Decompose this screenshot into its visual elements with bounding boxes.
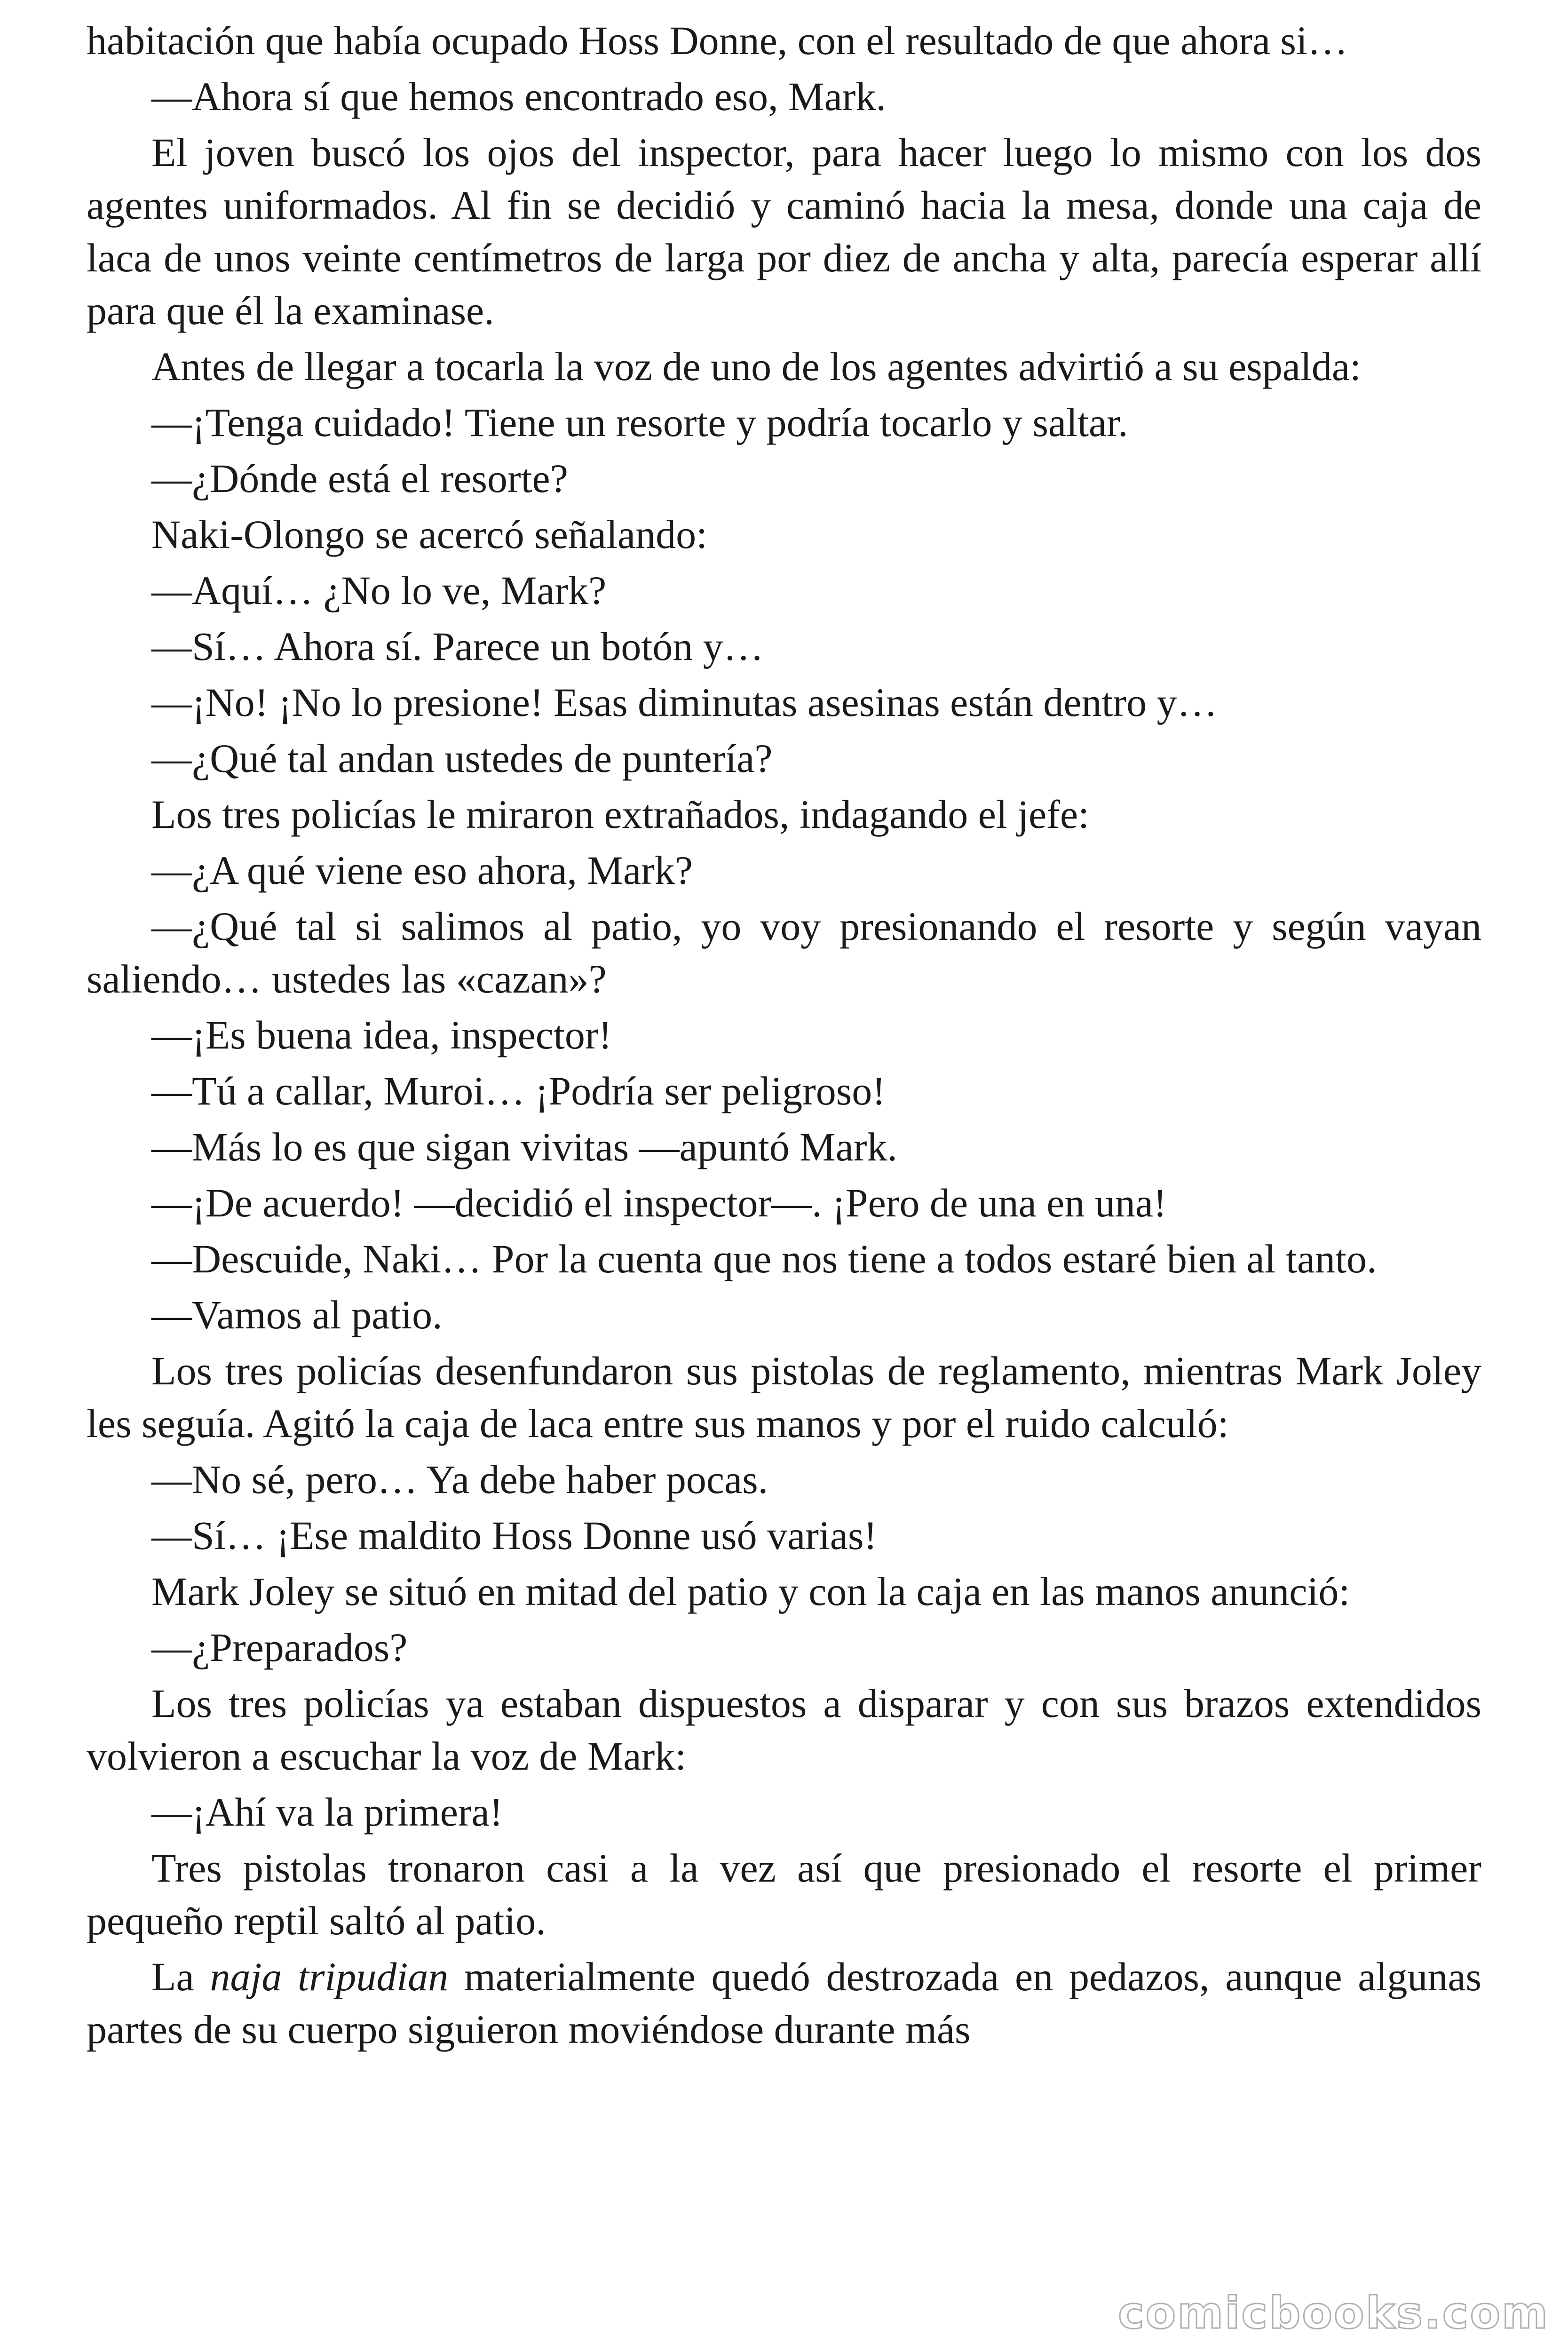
paragraph: —¿A qué viene eso ahora, Mark?	[151, 848, 693, 893]
paragraph: —¿Qué tal si salimos al patio, yo voy presionando el resorte y según vayan saliendo… ustedes las «cazan»?	[87, 904, 1481, 1001]
paragraph: —¡Tenga cuidado! Tiene un resorte y podría tocarlo y saltar.	[151, 400, 1128, 445]
paragraph: —¿Dónde está el resorte?	[151, 456, 568, 501]
final-text-end: materialmente quedó destrozada en pedazos, aunque algunas partes de su cuerpo siguieron moviéndose durante más	[87, 1954, 1482, 2052]
paragraph: habitación que había ocupado Hoss Donne, con el resultado de que ahora si…	[87, 18, 1348, 63]
paragraph: —Descuide, Naki… Por la cuenta que nos tiene a todos estaré bien al tanto.	[151, 1236, 1377, 1281]
italic-species-name: naja tripudian	[210, 1954, 449, 1999]
paragraph: —Más lo es que sigan vivitas —apuntó Mark.	[151, 1124, 898, 1169]
paragraph-final	[87, 1950, 1481, 2056]
paragraph: —¿Preparados?	[151, 1625, 408, 1670]
final-text-start: La	[151, 1954, 210, 1999]
book-page	[87, 14, 1481, 2056]
paragraph: —Aquí… ¿No lo ve, Mark?	[151, 568, 607, 613]
paragraph: —¡De acuerdo! —decidió el inspector—. ¡Pero de una en una!	[151, 1180, 1167, 1225]
paragraph: —Vamos al patio.	[151, 1292, 443, 1337]
paragraph: Los tres policías desenfundaron sus pistolas de reglamento, mientras Mark Joley les seguía. Agitó la caja de laca entre sus manos y por el ruido calculó:	[87, 1348, 1481, 1446]
paragraph: —Sí… Ahora sí. Parece un botón y…	[151, 624, 764, 669]
paragraph: —Ahora sí que hemos encontrado eso, Mark.	[151, 74, 886, 119]
paragraph: —Tú a callar, Muroi… ¡Podría ser peligroso!	[151, 1068, 886, 1113]
paragraph: El joven buscó los ojos del inspector, para hacer luego lo mismo con los dos agentes uniformados. Al fin se decidió y caminó hacia la mesa, donde una caja de laca de unos veinte centímetros de larga por diez de ancha y alta, parecía esperar allí para que él la examinase.	[87, 130, 1481, 333]
paragraph: Naki-Olongo se acercó señalando:	[151, 512, 708, 557]
paragraph: Antes de llegar a tocarla la voz de uno de los agentes advirtió a su espalda:	[151, 344, 1361, 389]
paragraph: —No sé, pero… Ya debe haber pocas.	[151, 1457, 768, 1502]
watermark: comicbooks.com	[1117, 2288, 1549, 2339]
paragraph: Los tres policías ya estaban dispuestos a disparar y con sus brazos extendidos volvieron a escuchar la voz de Mark:	[87, 1681, 1481, 1779]
paragraph: —¡Ahí va la primera!	[151, 1789, 503, 1835]
paragraph: —Sí… ¡Ese maldito Hoss Donne usó varias!	[151, 1513, 878, 1558]
paragraph: Tres pistolas tronaron casi a la vez así que presionado el resorte el primer pequeño reptil saltó al patio.	[87, 1845, 1481, 1943]
paragraph: Los tres policías le miraron extrañados, indagando el jefe:	[151, 792, 1090, 837]
paragraph: —¡Es buena idea, inspector!	[151, 1012, 612, 1057]
paragraph: —¡No! ¡No lo presione! Esas diminutas asesinas están dentro y…	[151, 680, 1218, 725]
paragraph: Mark Joley se situó en mitad del patio y con la caja en las manos anunció:	[151, 1569, 1350, 1614]
paragraph: —¿Qué tal andan ustedes de puntería?	[151, 736, 773, 781]
